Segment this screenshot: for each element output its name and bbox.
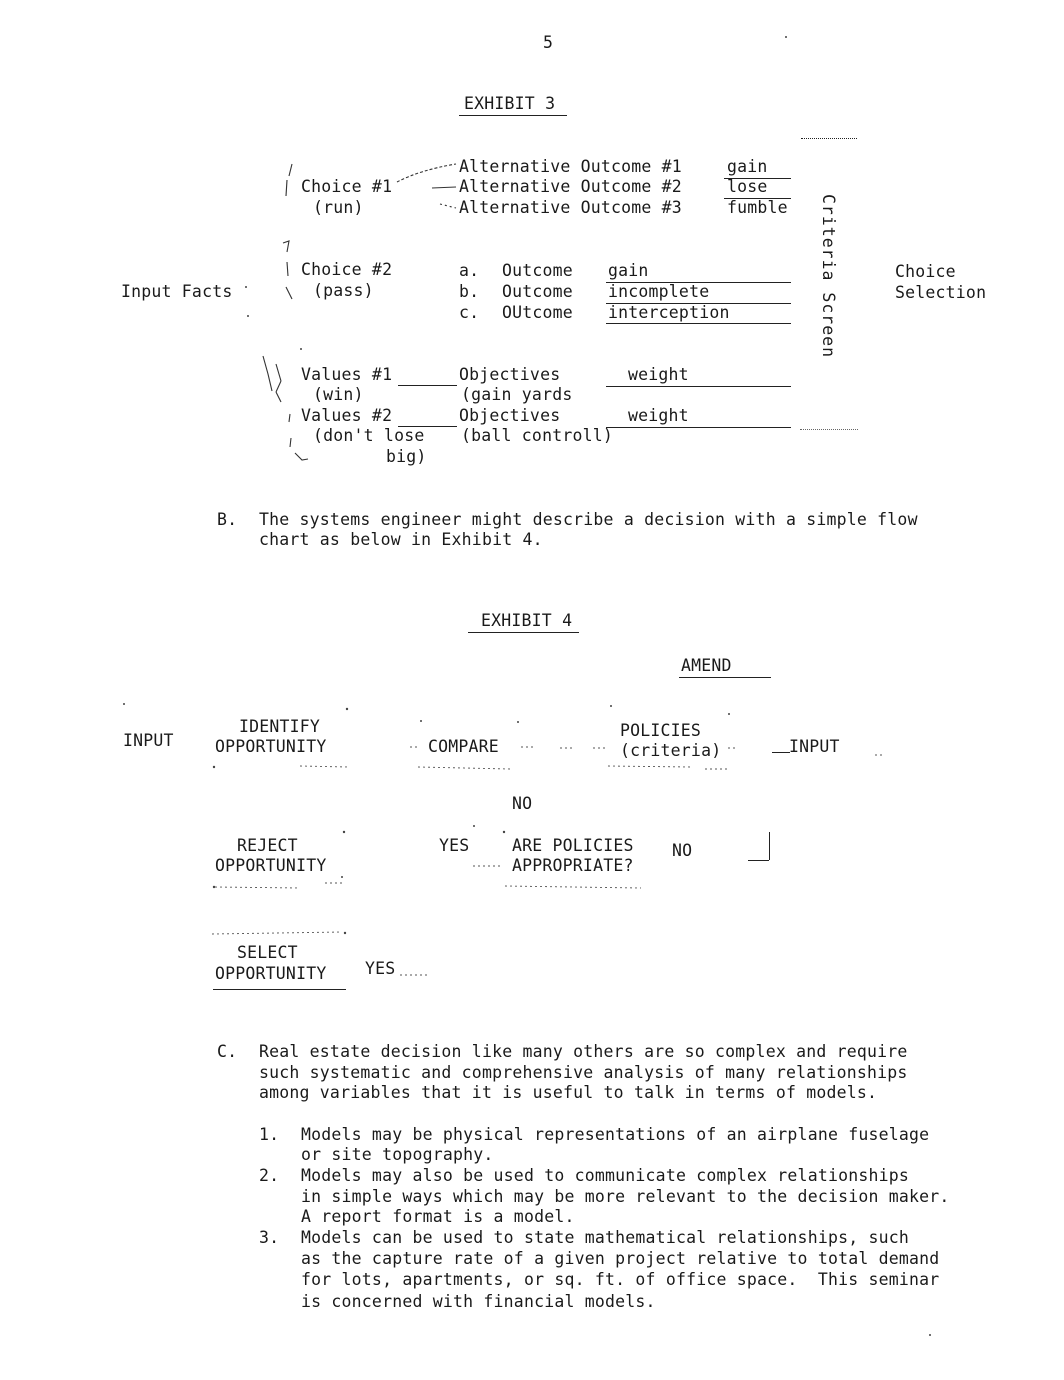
are-policies-line1: ARE POLICIES (512, 836, 634, 855)
exhibit4-title: EXHIBIT 4 (481, 611, 573, 630)
section-b-letter: B. (217, 510, 238, 529)
values2-objective-sub: (ball controll) (461, 426, 614, 445)
input-left-label: INPUT (123, 731, 174, 750)
exhibit3-title: EXHIBIT 3 (464, 94, 556, 113)
choice2-label: Choice #2 (301, 260, 393, 279)
item2-line2: in simple ways which may be more relevant to the decision maker. (301, 1187, 950, 1206)
item3-num: 3. (259, 1228, 280, 1247)
values1-sub: (win) (313, 385, 364, 404)
outcome-b-result: incomplete (608, 282, 710, 301)
outcome-a-result: gain (608, 261, 649, 280)
outcome-c-letter: c. (459, 303, 480, 322)
values2-label: Values #2 (301, 406, 393, 425)
policies-line1: POLICIES (620, 721, 702, 740)
outcome-b: Outcome (502, 282, 573, 301)
alt-result-1: gain (727, 157, 768, 176)
identify-line1: IDENTIFY (239, 717, 321, 736)
no-right-label: NO (672, 841, 693, 860)
select-line1: SELECT (237, 943, 298, 962)
section-c-line1: Real estate decision like many others are so complex and require (259, 1042, 908, 1061)
yes-bottom-label: YES (365, 959, 396, 978)
outcome-c-result: interception (608, 303, 730, 322)
outcome-a: Outcome (502, 261, 573, 280)
item2-line3: A report format is a model. (301, 1207, 575, 1226)
outcome-c: OUtcome (502, 303, 573, 322)
compare-label: COMPARE (428, 737, 499, 756)
values1-objective-sub: (gain yards (461, 385, 573, 404)
yes-mid-label: YES (439, 836, 470, 855)
item1-num: 1. (259, 1125, 280, 1144)
alternative-outcome-3: Alternative Outcome #3 (459, 198, 682, 217)
page-number: 5 (543, 33, 554, 52)
item1-line2: or site topography. (301, 1145, 494, 1164)
values2-objective: Objectives (459, 406, 561, 425)
input-right-label: INPUT (789, 737, 840, 756)
are-policies-line2: APPROPRIATE? (512, 856, 634, 875)
values2-weight: weight (628, 406, 689, 425)
reject-line1: REJECT (237, 836, 298, 855)
item3-line4: is concerned with financial models. (301, 1292, 656, 1311)
values2-sub: (don't lose (313, 426, 425, 445)
choice1-label: Choice #1 (301, 177, 393, 196)
alt-result-3: fumble (727, 198, 788, 217)
choice2-sub: (pass) (313, 281, 374, 300)
outcome-b-letter: b. (459, 282, 480, 301)
item2-num: 2. (259, 1166, 280, 1185)
section-c-line3: among variables that it is useful to talk in terms of models. (259, 1083, 878, 1102)
item3-line3: for lots, apartments, or sq. ft. of office space. This seminar (301, 1270, 940, 1289)
item3-line1: Models can be used to state mathematical relationships, such (301, 1228, 910, 1247)
select-line2: OPPORTUNITY (215, 964, 327, 983)
amend-label: AMEND (681, 656, 732, 675)
policies-line2: (criteria) (620, 741, 722, 760)
values1-weight: weight (628, 365, 689, 384)
reject-line2: OPPORTUNITY (215, 856, 327, 875)
section-c-letter: C. (217, 1042, 238, 1061)
values2-sub2: big) (386, 447, 427, 466)
choice1-sub: (run) (313, 198, 364, 217)
section-b-line2: chart as below in Exhibit 4. (259, 530, 543, 549)
identify-line2: OPPORTUNITY (215, 737, 327, 756)
alt-result-2: lose (727, 177, 768, 196)
item2-line1: Models may also be used to communicate complex relationships (301, 1166, 910, 1185)
choice-selection-line2: Selection (895, 283, 987, 302)
outcome-a-letter: a. (459, 261, 480, 280)
section-c-line2: such systematic and comprehensive analysis of many relationships (259, 1063, 908, 1082)
values1-objective: Objectives (459, 365, 561, 384)
item3-line2: as the capture rate of a given project relative to total demand (301, 1249, 940, 1268)
choice-selection-line1: Choice (895, 262, 956, 281)
section-b-line1: The systems engineer might describe a decision with a simple flow (259, 510, 918, 529)
criteria-screen-label: Criteria Screen (819, 194, 838, 359)
alternative-outcome-2: Alternative Outcome #2 (459, 177, 682, 196)
item1-line1: Models may be physical representations of an airplane fuselage (301, 1125, 930, 1144)
values1-label: Values #1 (301, 365, 393, 384)
input-facts-label: Input Facts (121, 282, 233, 301)
alternative-outcome-1: Alternative Outcome #1 (459, 157, 682, 176)
no-top-label: NO (512, 794, 533, 813)
